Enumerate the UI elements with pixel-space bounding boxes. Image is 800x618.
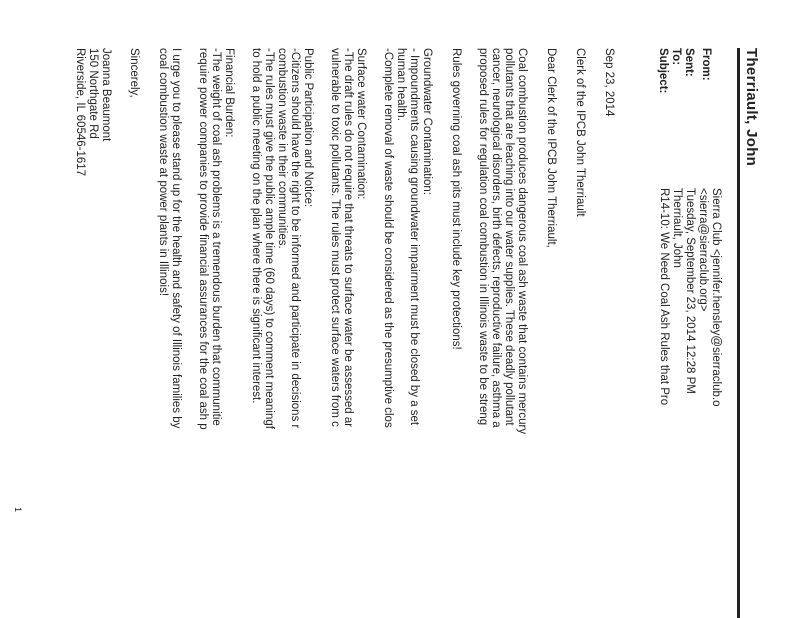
title-rule [737,48,740,618]
page-number: 1 [13,507,23,513]
surface-line: -The draft rules do not require that threats to surface water be assessed ar [342,48,354,428]
recipient-line: Clerk of the IPCB John Therriault [574,48,586,217]
document-title: Therriault, John [743,48,760,167]
from-label: From: [700,48,712,81]
groundwater-heading: Groundwater Contamination: [421,48,433,196]
financial-line: -The weight of coal ash problems is a tremendous burden that communitie [210,48,222,426]
groundwater-line: -Complete removal of waste should be considered as the presumptive clos [382,48,394,428]
from-value-2: <sierra@sierraclub.org> [697,188,709,312]
surface-heading: Surface water Contamination: [355,48,367,200]
surface-line: vulnerable to toxic pollutants. The rules must protect surface waters from c [329,48,341,427]
signoff: Sincerely, [128,48,140,98]
rules-line: Rules governing coal ash pits must include key protections! [450,48,462,350]
participation-line: combustion waste in their communities. [276,48,288,249]
to-label: To: [670,48,682,66]
financial-line: require power companies to provide financial assurances for the coal ash p [197,48,209,430]
intro-line: proposed rules for regulation coal combustion in Illinois waste to be streng [477,48,489,426]
closing-line: I urge you to please stand up for the health and safety of Illinois families by [170,48,182,429]
to-value: Therriault, John [671,188,683,268]
from-value-1: Sierra Club <jennifer.hensley@sierraclub.o [710,188,722,407]
closing-line: coal combustion waste at power plants in Illinois! [157,48,169,297]
participation-heading: Public Participation and Notice: [302,48,314,208]
sent-value: Tuesday, September 23, 2014 12:28 PM [684,188,696,394]
salutation: Dear Clerk of the IPCB John Therriault, [545,48,557,248]
subject-value: R14-10: We Need Coal Ash Rules that Pro [658,188,670,406]
sent-label: Sent: [683,48,695,77]
signature-city: Riverside, IL 60546-1617 [74,48,86,177]
signature-address: 150 Northgate Rd [87,48,99,139]
groundwater-line: - Impoundments causing groundwater impairment must be closed by a set [408,48,420,426]
financial-heading: Financial Burden: [223,48,235,138]
participation-line: -The rules must give the public ample time (60 days) to comment meaningf [263,48,275,429]
letter-date: Sep 23, 2014 [603,48,615,117]
groundwater-line: human health. [395,48,407,121]
participation-line: -Citizens should have the right to be informed and participate in decisions r [289,48,301,429]
signature-name: Joanna Beaumont [100,48,112,142]
intro-line: pollutants that are leaching into our water supplies. These deadly pollutant [503,48,515,426]
participation-line: to hold a public meeting on the plan where there is significant interest. [250,48,262,404]
subject-label: Subject: [657,48,669,94]
intro-line: cancer, neurological disorders, birth defects, reproductive failure, asthma a [490,48,502,428]
intro-line: Coal combustion produces dangerous coal ash waste that contains mercury [516,48,528,435]
